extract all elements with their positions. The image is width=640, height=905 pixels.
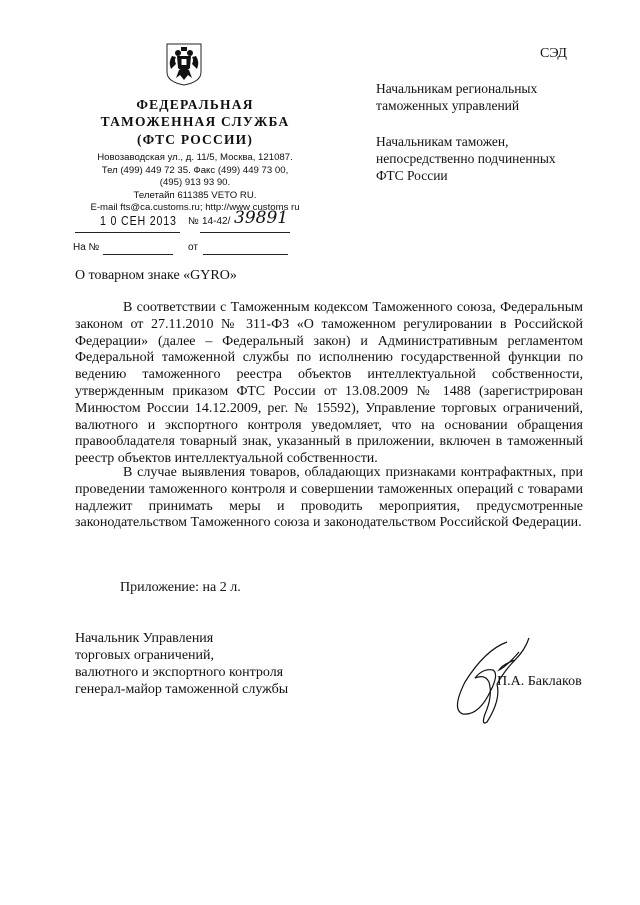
body-paragraph-1	[75, 300, 583, 468]
registration-number-underline	[200, 232, 290, 233]
addressee-line: Начальникам региональных	[376, 81, 538, 96]
reference-date-blank	[203, 254, 288, 255]
paragraph-text: В случае выявления товаров, обладающих признаками контрафактных, при проведении таможенного контроля и совершении таможенных операций с товарами надлежит принимать меры и проводить мероприятия, предусмотренные законодательством Таможенного союза и законодательством Российской Федерации.	[75, 465, 583, 531]
registration-number-handwritten: 39891	[234, 208, 289, 228]
addressee-regional-departments	[376, 80, 537, 114]
agency-name-line-1: ФЕДЕРАЛЬНАЯ	[136, 97, 254, 112]
signatory-title	[75, 630, 288, 698]
appendix-note: Приложение: на 2 л.	[120, 580, 241, 595]
addressee-line: ФТС России	[376, 168, 448, 183]
signatory-title-line: торговых ограничений,	[75, 648, 215, 663]
registration-number-prefix: 14-42/	[202, 216, 231, 227]
contact-address: Новозаводская ул., д. 11/5, Москва, 121087.	[97, 152, 293, 163]
contact-teletype: Телетайп 611385 VETO RU.	[133, 189, 257, 201]
reference-number-blank	[103, 254, 173, 255]
agency-name-line-2: ТАМОЖЕННАЯ СЛУЖБА	[100, 114, 290, 129]
addressee-customs-heads	[376, 133, 556, 184]
reference-date-label: от	[188, 242, 198, 253]
signatory-name: П.А. Баклаков	[497, 674, 582, 689]
addressee-line: таможенных управлений	[376, 98, 520, 113]
reference-number-label: На №	[73, 242, 100, 253]
agency-contacts	[60, 152, 330, 215]
paragraph-text: В соответствии с Таможенным кодексом Таможенного союза, Федеральным законом от 27.11.2010 № 311-ФЗ «О таможенном регулировании в Российской Федерации» (далее – Федеральный закон) и Административным регламентом Федеральной таможенной службы по исполнению государственной функции по ведению таможенного реестра объектов интеллектуальной собственности, утвержденным приказом ФТС России от 13.08.2009 № 1488 (зарегистрирован Минюстом России 14.12.2009, рег. № 15592), Управление торговых ограничений, валютного и экспортного контроля уведомляет, что на основании обращения правообладателя товарный знак, указанный в приложении, включен в таможенный реестр объектов интеллектуальной собственности.	[75, 300, 583, 467]
contact-email-web: E-mail fts@ca.customs.ru; http://www customs ru	[90, 202, 300, 214]
registration-number-label: №	[188, 216, 199, 227]
addressee-line: непосредственно подчиненных	[376, 151, 556, 166]
signatory-title-line: валютного и экспортного контроля	[75, 665, 284, 680]
registration-date-stamp: 1 0 СЕН 2013	[100, 213, 177, 228]
signatory-title-line: генерал-майор таможенной службы	[75, 682, 289, 697]
contact-phone-2: (495) 913 93 90.	[159, 177, 231, 189]
russian-coat-of-arms-icon	[164, 42, 204, 86]
agency-name-line-3: (ФТС РОССИИ)	[136, 132, 254, 147]
registration-date-underline	[75, 232, 180, 233]
contact-phone-fax: Тел (499) 449 72 35. Факс (499) 449 73 00,	[101, 164, 289, 176]
signatory-title-line: Начальник Управления	[75, 631, 214, 646]
letter-subject: О товарном знаке «GYRO»	[75, 268, 237, 283]
body-paragraph-2	[75, 465, 583, 532]
sed-mark: СЭД	[540, 46, 567, 61]
addressee-line: Начальникам таможен,	[376, 134, 509, 149]
